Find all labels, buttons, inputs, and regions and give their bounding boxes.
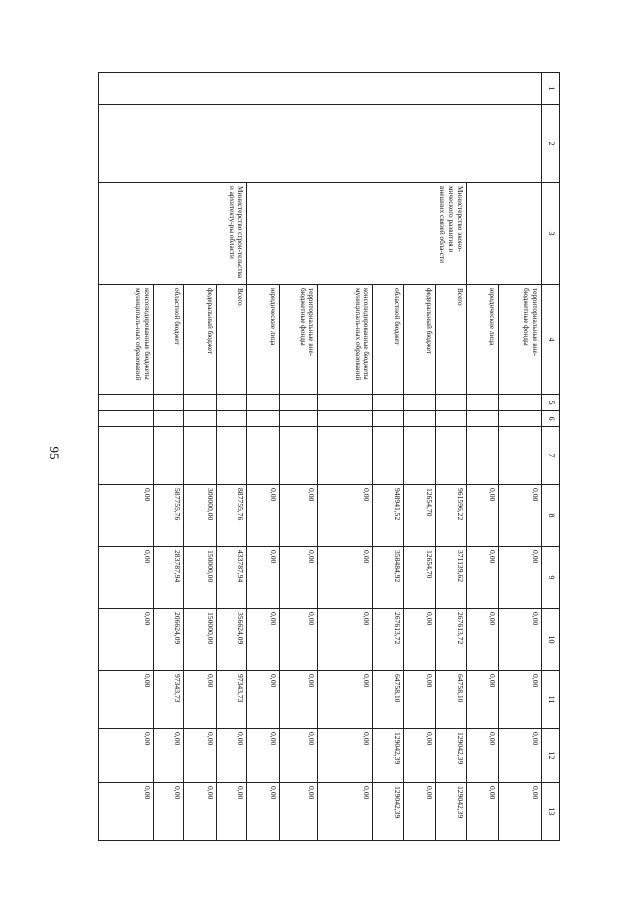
column-1-cell [99, 73, 542, 105]
empty-cell [184, 427, 216, 485]
column-header: 5 [541, 395, 559, 411]
value-cell: 0,00 [99, 547, 154, 609]
value-cell: 150000,00 [184, 609, 216, 671]
funding-source-cell: Всего [436, 285, 466, 395]
empty-cell [403, 395, 435, 411]
empty-cell [216, 427, 246, 485]
empty-cell [153, 395, 183, 411]
column-header: 13 [541, 783, 559, 841]
value-cell: 0,00 [466, 729, 498, 783]
empty-cell [318, 427, 373, 485]
value-cell: 150000,00 [184, 547, 216, 609]
value-cell: 129042,39 [436, 729, 466, 783]
column-header: 7 [541, 427, 559, 485]
value-cell: 0,00 [247, 671, 279, 729]
table-row [499, 73, 542, 841]
empty-cell [216, 395, 246, 411]
header-row [541, 73, 559, 841]
value-cell: 0,00 [99, 729, 154, 783]
empty-cell [247, 395, 279, 411]
value-cell: 961596,22 [436, 485, 466, 547]
page-number: 95 [47, 446, 62, 460]
value-cell: 267613,72 [436, 609, 466, 671]
column-header: 10 [541, 609, 559, 671]
value-cell: 97343,73 [153, 671, 183, 729]
value-cell: 0,00 [99, 485, 154, 547]
funding-source-cell: федеральный бюджет [403, 285, 435, 395]
empty-cell [99, 395, 154, 411]
value-cell: 0,00 [318, 729, 373, 783]
value-cell: 129042,39 [436, 783, 466, 841]
empty-cell [373, 427, 403, 485]
value-cell: 0,00 [403, 609, 435, 671]
value-cell: 0,00 [153, 783, 183, 841]
value-cell: 0,00 [184, 671, 216, 729]
column-header: 3 [541, 183, 559, 285]
column-header: 2 [541, 105, 559, 183]
value-cell: 0,00 [184, 729, 216, 783]
value-cell: 0,00 [279, 485, 318, 547]
empty-cell [466, 395, 498, 411]
value-cell: 0,00 [216, 783, 246, 841]
value-cell: 0,00 [466, 783, 498, 841]
value-cell: 0,00 [99, 783, 154, 841]
value-cell: 0,00 [499, 671, 542, 729]
value-cell: 97343,73 [216, 671, 246, 729]
value-cell: 0,00 [499, 485, 542, 547]
funding-source-cell: территориальные вне-бюджетные фонды [499, 285, 542, 395]
column-2-cell [99, 105, 542, 183]
value-cell: 0,00 [499, 729, 542, 783]
value-cell: 0,00 [499, 783, 542, 841]
empty-cell [499, 395, 542, 411]
empty-cell [403, 411, 435, 427]
funding-source-cell: консолидированные бюджеты муниципаль-ных образований [318, 285, 373, 395]
value-cell: 12654,70 [403, 485, 435, 547]
table-row [216, 73, 246, 841]
funding-source-cell: юридические лица [466, 285, 498, 395]
value-cell: 587755,76 [153, 485, 183, 547]
value-cell: 358484,92 [373, 547, 403, 609]
value-cell: 0,00 [153, 729, 183, 783]
empty-cell [403, 427, 435, 485]
column-header: 6 [541, 411, 559, 427]
column-header: 9 [541, 547, 559, 609]
organization-cell: Министерство строи-тельства и архитекту-ры области [99, 183, 247, 285]
funding-source-cell: консолидированные бюджеты муниципаль-ных образований [99, 285, 154, 395]
value-cell: 129042,39 [373, 729, 403, 783]
empty-cell [153, 427, 183, 485]
funding-source-cell: федеральный бюджет [184, 285, 216, 395]
empty-cell [247, 411, 279, 427]
value-cell: 0,00 [247, 609, 279, 671]
empty-cell [318, 395, 373, 411]
value-cell: 129042,39 [373, 783, 403, 841]
column-header: 4 [541, 285, 559, 395]
value-cell: 64758,10 [436, 671, 466, 729]
value-cell: 0,00 [318, 783, 373, 841]
empty-cell [373, 411, 403, 427]
budget-table [98, 72, 560, 841]
funding-source-cell: областной бюджет [153, 285, 183, 395]
empty-cell [466, 411, 498, 427]
value-cell: 0,00 [499, 547, 542, 609]
value-cell: 300000,00 [184, 485, 216, 547]
empty-cell [184, 395, 216, 411]
empty-cell [247, 427, 279, 485]
empty-cell [99, 411, 154, 427]
column-header: 11 [541, 671, 559, 729]
empty-cell [373, 395, 403, 411]
value-cell: 0,00 [318, 609, 373, 671]
empty-cell [184, 411, 216, 427]
value-cell: 887755,76 [216, 485, 246, 547]
empty-cell [436, 411, 466, 427]
budget-table-container [98, 72, 560, 840]
value-cell: 0,00 [403, 783, 435, 841]
empty-cell [499, 411, 542, 427]
value-cell: 0,00 [279, 609, 318, 671]
value-cell: 0,00 [318, 547, 373, 609]
value-cell: 12654,70 [403, 547, 435, 609]
column-header: 12 [541, 729, 559, 783]
value-cell: 0,00 [318, 485, 373, 547]
value-cell: 0,00 [403, 671, 435, 729]
value-cell: 0,00 [466, 547, 498, 609]
empty-cell [279, 395, 318, 411]
value-cell: 0,00 [247, 783, 279, 841]
value-cell: 206624,09 [153, 609, 183, 671]
organization-cell: Министерство эконо-мического развития и внешних связей обла-сти [247, 183, 466, 285]
empty-cell [318, 411, 373, 427]
value-cell: 0,00 [247, 729, 279, 783]
empty-cell [436, 427, 466, 485]
value-cell: 948941,52 [373, 485, 403, 547]
value-cell: 0,00 [279, 547, 318, 609]
value-cell: 433787,94 [216, 547, 246, 609]
value-cell: 356624,09 [216, 609, 246, 671]
value-cell: 0,00 [279, 671, 318, 729]
value-cell: 0,00 [466, 671, 498, 729]
empty-cell [436, 395, 466, 411]
column-header: 8 [541, 485, 559, 547]
value-cell: 0,00 [466, 485, 498, 547]
value-cell: 0,00 [279, 783, 318, 841]
column-3-cell [466, 183, 541, 285]
table-row [436, 73, 466, 841]
value-cell: 0,00 [403, 729, 435, 783]
value-cell: 0,00 [216, 729, 246, 783]
value-cell: 0,00 [466, 609, 498, 671]
value-cell: 0,00 [99, 671, 154, 729]
funding-source-cell: юридические лица [247, 285, 279, 395]
empty-cell [216, 411, 246, 427]
value-cell: 0,00 [318, 671, 373, 729]
value-cell: 267613,72 [373, 609, 403, 671]
value-cell: 0,00 [99, 609, 154, 671]
empty-cell [99, 427, 154, 485]
empty-cell [153, 411, 183, 427]
empty-cell [499, 427, 542, 485]
value-cell: 0,00 [499, 609, 542, 671]
empty-cell [279, 411, 318, 427]
value-cell: 371139,62 [436, 547, 466, 609]
funding-source-cell: областной бюджет [373, 285, 403, 395]
value-cell: 0,00 [184, 783, 216, 841]
column-header: 1 [541, 73, 559, 105]
funding-source-cell: Всего [216, 285, 246, 395]
value-cell: 64758,10 [373, 671, 403, 729]
funding-source-cell: территориальные вне-бюджетные фонды [279, 285, 318, 395]
value-cell: 0,00 [279, 729, 318, 783]
value-cell: 0,00 [247, 547, 279, 609]
value-cell: 0,00 [247, 485, 279, 547]
empty-cell [279, 427, 318, 485]
value-cell: 283787,94 [153, 547, 183, 609]
empty-cell [466, 427, 498, 485]
